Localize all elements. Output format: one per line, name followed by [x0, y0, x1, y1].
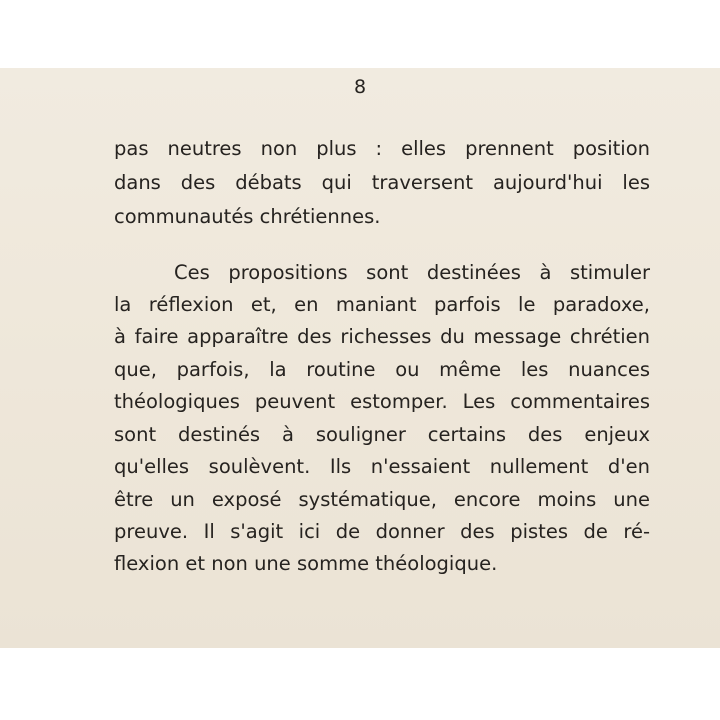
text-line: communautés chrétiennes.: [114, 205, 381, 228]
text-line: que, parfois, la routine ou même les nuances: [114, 358, 650, 381]
text-line: théologiques peuvent estomper. Les commentaires: [114, 390, 650, 413]
text-line: dans des débats qui traversent aujourd'hui les: [114, 171, 650, 194]
text-line: qu'elles soulèvent. Ils n'essaient nullement d'en: [114, 455, 650, 478]
page-number: 8: [353, 76, 367, 98]
text-line: preuve. Il s'agit ici de donner des pistes de ré-: [114, 520, 650, 543]
text-line: pas neutres non plus : elles prennent position: [114, 137, 650, 160]
text-line: sont destinés à souligner certains des enjeux: [114, 423, 650, 446]
text-line: la réflexion et, en maniant parfois le paradoxe,: [114, 293, 650, 316]
book-page: [0, 68, 720, 648]
text-line: être un exposé systématique, encore moins une: [114, 488, 650, 511]
text-line: à faire apparaître des richesses du message chrétien: [114, 325, 650, 348]
text-line: flexion et non une somme théologique.: [114, 552, 498, 575]
text-line: Ces propositions sont destinées à stimuler: [174, 261, 650, 284]
